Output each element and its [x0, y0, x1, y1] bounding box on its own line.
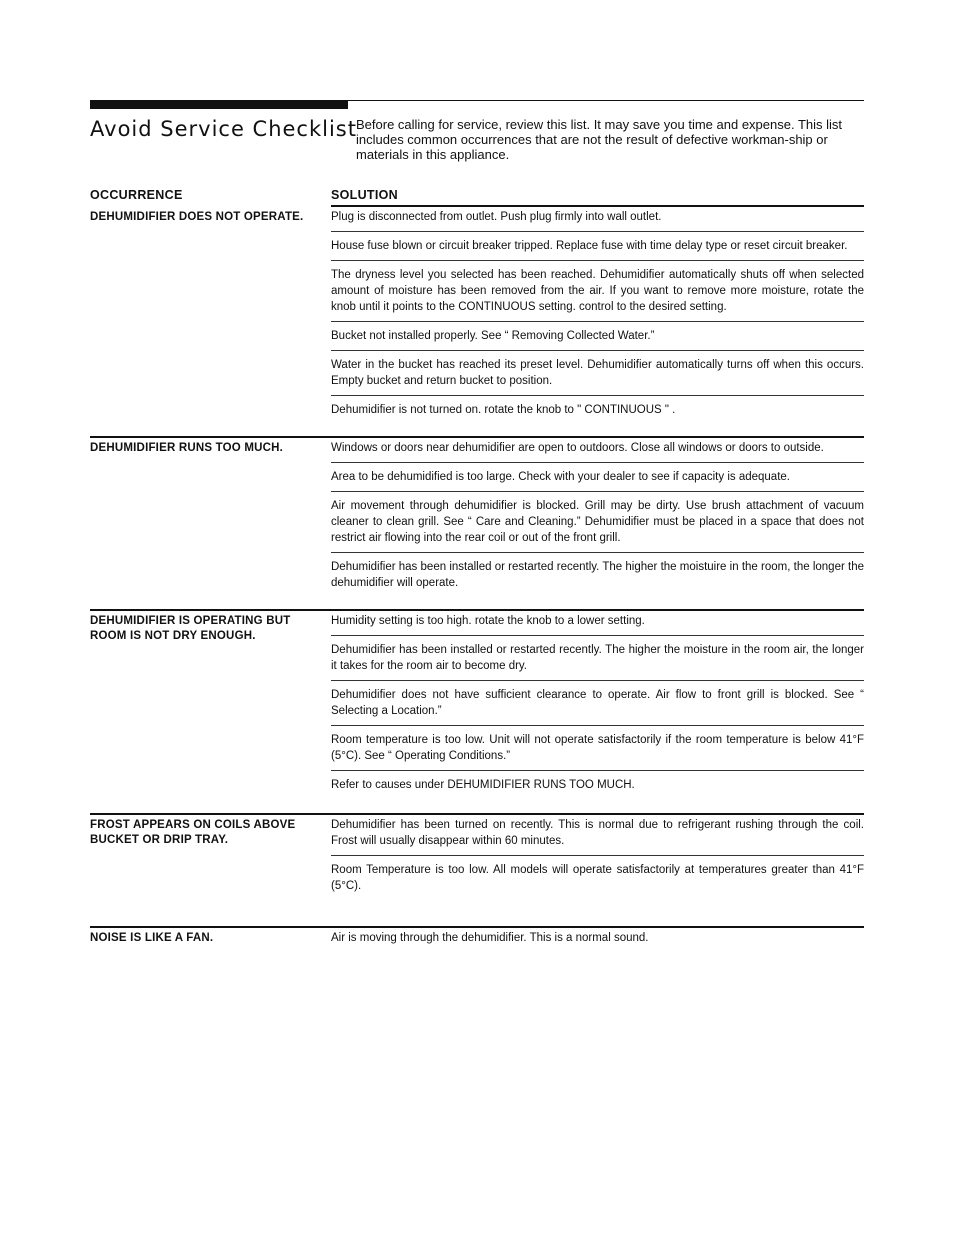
solution-list: [331, 611, 864, 799]
solution-item: Plug is disconnected from outlet. Push plug firmly into wall outlet.: [331, 211, 662, 223]
solution-item: Dehumidifier has been installed or restarted recently. The higher the moisture in the room air, the longer it takes for the room air to become dry.: [331, 635, 864, 680]
occurrence-label: DEHUMIDIFIER RUNS TOO MUCH.: [90, 442, 284, 454]
occurrence-label: DEHUMIDIFIER DOES NOT OPERATE.: [90, 211, 304, 223]
solution-item: Area to be dehumidified is too large. Check with your dealer to see if capacity is adequate.: [331, 462, 864, 491]
solution-item: Dehumidifier has been installed or restarted recently. The higher the moistuire in the room, the longer the dehumidifier will operate.: [331, 552, 864, 597]
checklist-group: [90, 813, 864, 900]
solution-item: House fuse blown or circuit breaker tripped. Replace fuse with time delay type or reset circuit breaker.: [331, 231, 864, 260]
checklist-group: [90, 207, 864, 424]
solution-item: Dehumidifier has been turned on recently. This is normal due to refrigerant rushing through the coil. Frost will usually disappear within 60 minutes.: [331, 819, 864, 847]
occurrence-label: NOISE IS LIKE A FAN.: [90, 932, 214, 944]
checklist-group: [90, 436, 864, 597]
checklist-group: [90, 609, 864, 799]
occurrence-label: DEHUMIDIFIER IS OPERATING BUT ROOM IS NOT DRY ENOUGH.: [90, 615, 291, 642]
occurrence-label: FROST APPEARS ON COILS ABOVE BUCKET OR DRIP TRAY.: [90, 819, 296, 846]
solution-item: Water in the bucket has reached its preset level. Dehumidifier automatically turns off when this occurs. Empty bucket and return bucket to position.: [331, 350, 864, 395]
header-thick-rule: [90, 100, 348, 109]
solution-item: Refer to causes under DEHUMIDIFIER RUNS TOO MUCH.: [331, 770, 864, 799]
solution-list: [331, 207, 864, 424]
solution-item: Room temperature is too low. Unit will not operate satisfactorily if the room temperature is below 41°F (5°C). See “ Operating Conditions.”: [331, 725, 864, 770]
solution-item: Bucket not installed properly. See “ Removing Collected Water.”: [331, 321, 864, 350]
solution-item: The dryness level you selected has been reached. Dehumidifier automatically shuts off when selected amount of moisture has been removed from the air. If you want to remove more moisture, rotate the knob until it points to the CONTINUOUS setting. control to the desired setting.: [331, 260, 864, 321]
intro-paragraph: Before calling for service, review this list. It may save you time and expense. This list includes common occurrences that are not the result of defective workman-ship or materials in this appliance.: [356, 117, 843, 162]
header-thin-rule: [348, 100, 864, 101]
column-headers: [90, 188, 864, 206]
solution-item: Dehumidifier does not have sufficient clearance to operate. Air flow to front grill is blocked. See “ Selecting a Location.”: [331, 680, 864, 725]
occurrence-column-header: OCCURRENCE: [90, 188, 183, 202]
solution-item: Dehumidifier is not turned on. rotate the knob to " CONTINUOUS " .: [331, 395, 864, 424]
solution-item: Room Temperature is too low. All models will operate satisfactorily at temperatures greater than 41°F (5°C).: [331, 855, 864, 900]
solution-item: Humidity setting is too high. rotate the knob to a lower setting.: [331, 615, 645, 627]
solution-list: [331, 438, 864, 597]
solution-item: Windows or doors near dehumidifier are open to outdoors. Close all windows or doors to outside.: [331, 442, 824, 454]
solution-column-header: SOLUTION: [331, 188, 398, 202]
checklist-group: [90, 926, 864, 952]
solution-item: Air is moving through the dehumidifier. This is a normal sound.: [331, 932, 649, 944]
solution-list: [331, 928, 864, 952]
solution-list: [331, 815, 864, 900]
solution-item: Air movement through dehumidifier is blocked. Grill may be dirty. Use brush attachment of vacuum cleaner to clean grill. See “ Care and Cleaning.” Dehumidifier must be placed in a space that does not restrict air flowing into the rear coil or out of the front grill.: [331, 491, 864, 552]
page-title: Avoid Service Checklist: [90, 117, 357, 141]
checklist-table: [90, 207, 864, 952]
